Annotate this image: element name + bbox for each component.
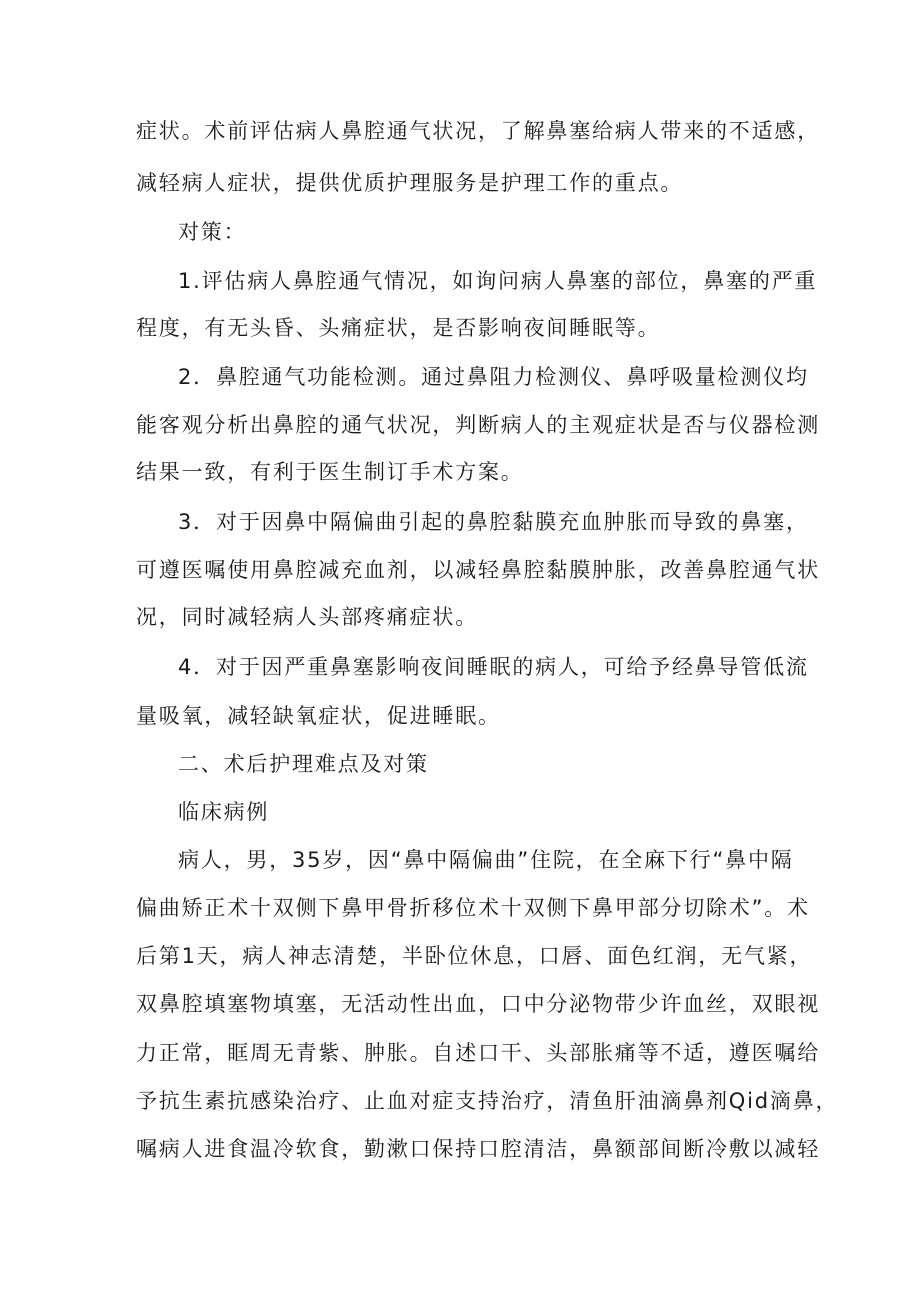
list-item-2: 2．鼻腔通气功能检测。通过鼻阻力检测仪、鼻呼吸量检测仪均 <box>178 365 809 389</box>
text-line: 后第1天，病人神志清楚，半卧位休息，口唇、面色红润，无气紧， <box>136 944 813 968</box>
section-heading: 二、术后护理难点及对策 <box>178 752 429 776</box>
text-line: 可遵医嘱使用鼻腔减充血剂，以减轻鼻腔黏膜肿胀，改善鼻腔通气状 <box>136 558 820 582</box>
list-item-1: 1.评估病人鼻腔通气情况，如询问病人鼻塞的部位，鼻塞的严重 <box>178 269 818 293</box>
text-line: 嘱病人进食温冷软食，勤漱口保持口腔清洁，鼻额部间断冷敷以减轻 <box>136 1137 820 1161</box>
text-line: 况，同时减轻病人头部疼痛症状。 <box>136 605 478 629</box>
text-line: 力正常，眶周无青紫、肿胀。自述口干、头部胀痛等不适，遵医嘱给 <box>136 1041 820 1065</box>
text-line: 予抗生素抗感染治疗、止血对症支持治疗，清鱼肝油滴鼻剂Qid滴鼻， <box>136 1089 839 1113</box>
list-item-4: 4．对于因严重鼻塞影响夜间睡眠的病人，可给予经鼻导管低流 <box>178 655 809 679</box>
text-line: 程度，有无头昏、头痛症状，是否影响夜间睡眠等。 <box>136 316 661 340</box>
text-line: 量吸氧，减轻缺氧症状，促进睡眠。 <box>136 704 501 728</box>
case-paragraph-start: 病人，男，35岁，因“鼻中隔偏曲”住院，在全麻下行“鼻中隔 <box>178 848 794 872</box>
text-line: 能客观分析出鼻腔的通气状况，判断病人的主观症状是否与仪器检测 <box>136 413 820 437</box>
section-label-countermeasures: 对策： <box>178 220 247 244</box>
subheading-clinical-case: 临床病例 <box>178 800 270 824</box>
text-line: 双鼻腔填塞物填塞，无活动性出血，口中分泌物带少许血丝，双眼视 <box>136 992 820 1016</box>
list-item-3: 3．对于因鼻中隔偏曲引起的鼻腔黏膜充血肿胀而导致的鼻塞， <box>178 510 809 534</box>
text-line: 症状。术前评估病人鼻腔通气状况，了解鼻塞给病人带来的不适感， <box>136 119 820 143</box>
text-line: 减轻病人症状，提供优质护理服务是护理工作的重点。 <box>136 171 684 195</box>
text-line: 结果一致，有利于医生制订手术方案。 <box>136 460 524 484</box>
text-line: 偏曲矫正术十双侧下鼻甲骨折移位术十双侧下鼻甲部分切除术”。术 <box>136 896 810 920</box>
